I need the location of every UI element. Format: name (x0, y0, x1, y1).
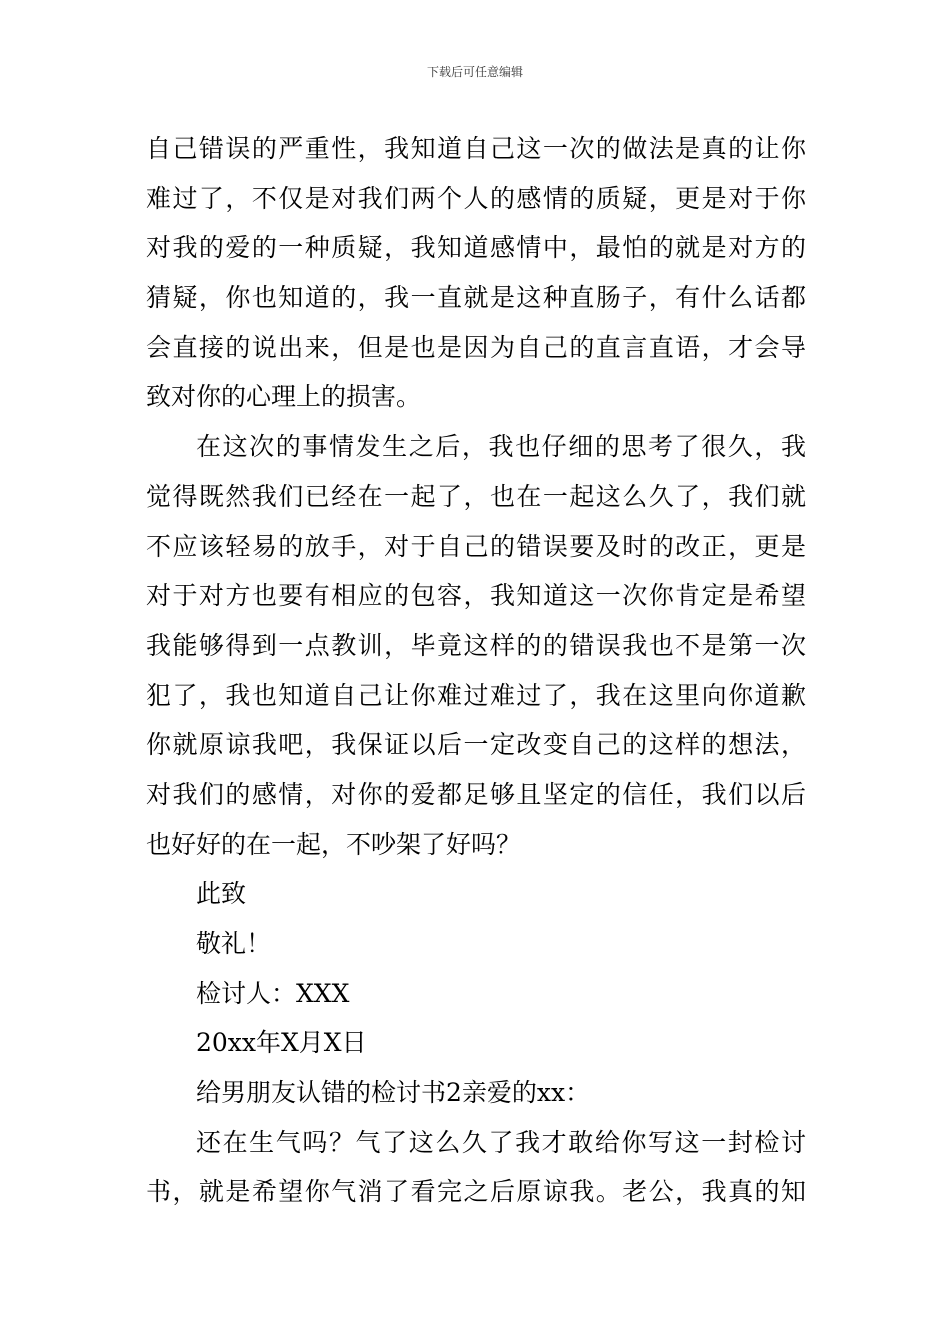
text-line: 觉得既然我们已经在一起了，也在一起这么久了，我们就 (146, 481, 806, 511)
text-line: 在这次的事情发生之后，我也仔细的思考了很久，我 (196, 432, 806, 462)
text-line: 检讨人：XXX (196, 978, 350, 1008)
page-header: 下载后可任意编辑 (426, 65, 523, 79)
text-line: 自己错误的严重性，我知道自己这一次的做法是真的让你 (146, 134, 806, 163)
document-body (146, 124, 806, 1217)
text-line: 对于对方也要有相应的包容，我知道这一次你肯定是希望 (146, 581, 806, 611)
text-line: 也好好的在一起，不吵架了好吗？ (146, 829, 522, 859)
text-line: 书，就是希望你气消了看完之后原谅我。老公，我真的知 (146, 1177, 806, 1207)
text-line: 不应该轻易的放手，对于自己的错误要及时的改正，更是 (146, 531, 806, 561)
text-line: 难过了，不仅是对我们两个人的感情的质疑，更是对于你 (146, 183, 806, 213)
text-line: 我能够得到一点教训，毕竟这样的的错误我也不是第一次 (146, 630, 806, 660)
text-line: 会直接的说出来，但是也是因为自己的直言直语，才会导 (146, 332, 806, 362)
text-line: 对我的爱的一种质疑，我知道感情中，最怕的就是对方的 (146, 233, 806, 263)
text-line: 对我们的感情，对你的爱都足够且坚定的信任，我们以后 (146, 779, 806, 809)
text-line: 给男朋友认错的检讨书2亲爱的xx： (196, 1078, 591, 1108)
text-line: 猜疑，你也知道的，我一直就是这种直肠子，有什么话都 (146, 283, 806, 313)
text-line: 20xx年X月X日 (196, 1028, 367, 1058)
text-line: 还在生气吗？气了这么久了我才敢给你写这一封检讨 (196, 1127, 806, 1157)
text-line: 此致 (196, 879, 247, 909)
text-line: 敬礼！ (196, 929, 272, 958)
text-line: 致对你的心理上的损害。 (146, 382, 422, 412)
text-line: 你就原谅我吧，我保证以后一定改变自己的这样的想法， (146, 730, 806, 760)
text-line: 犯了，我也知道自己让你难过难过了，我在这里向你道歉 (146, 680, 806, 710)
